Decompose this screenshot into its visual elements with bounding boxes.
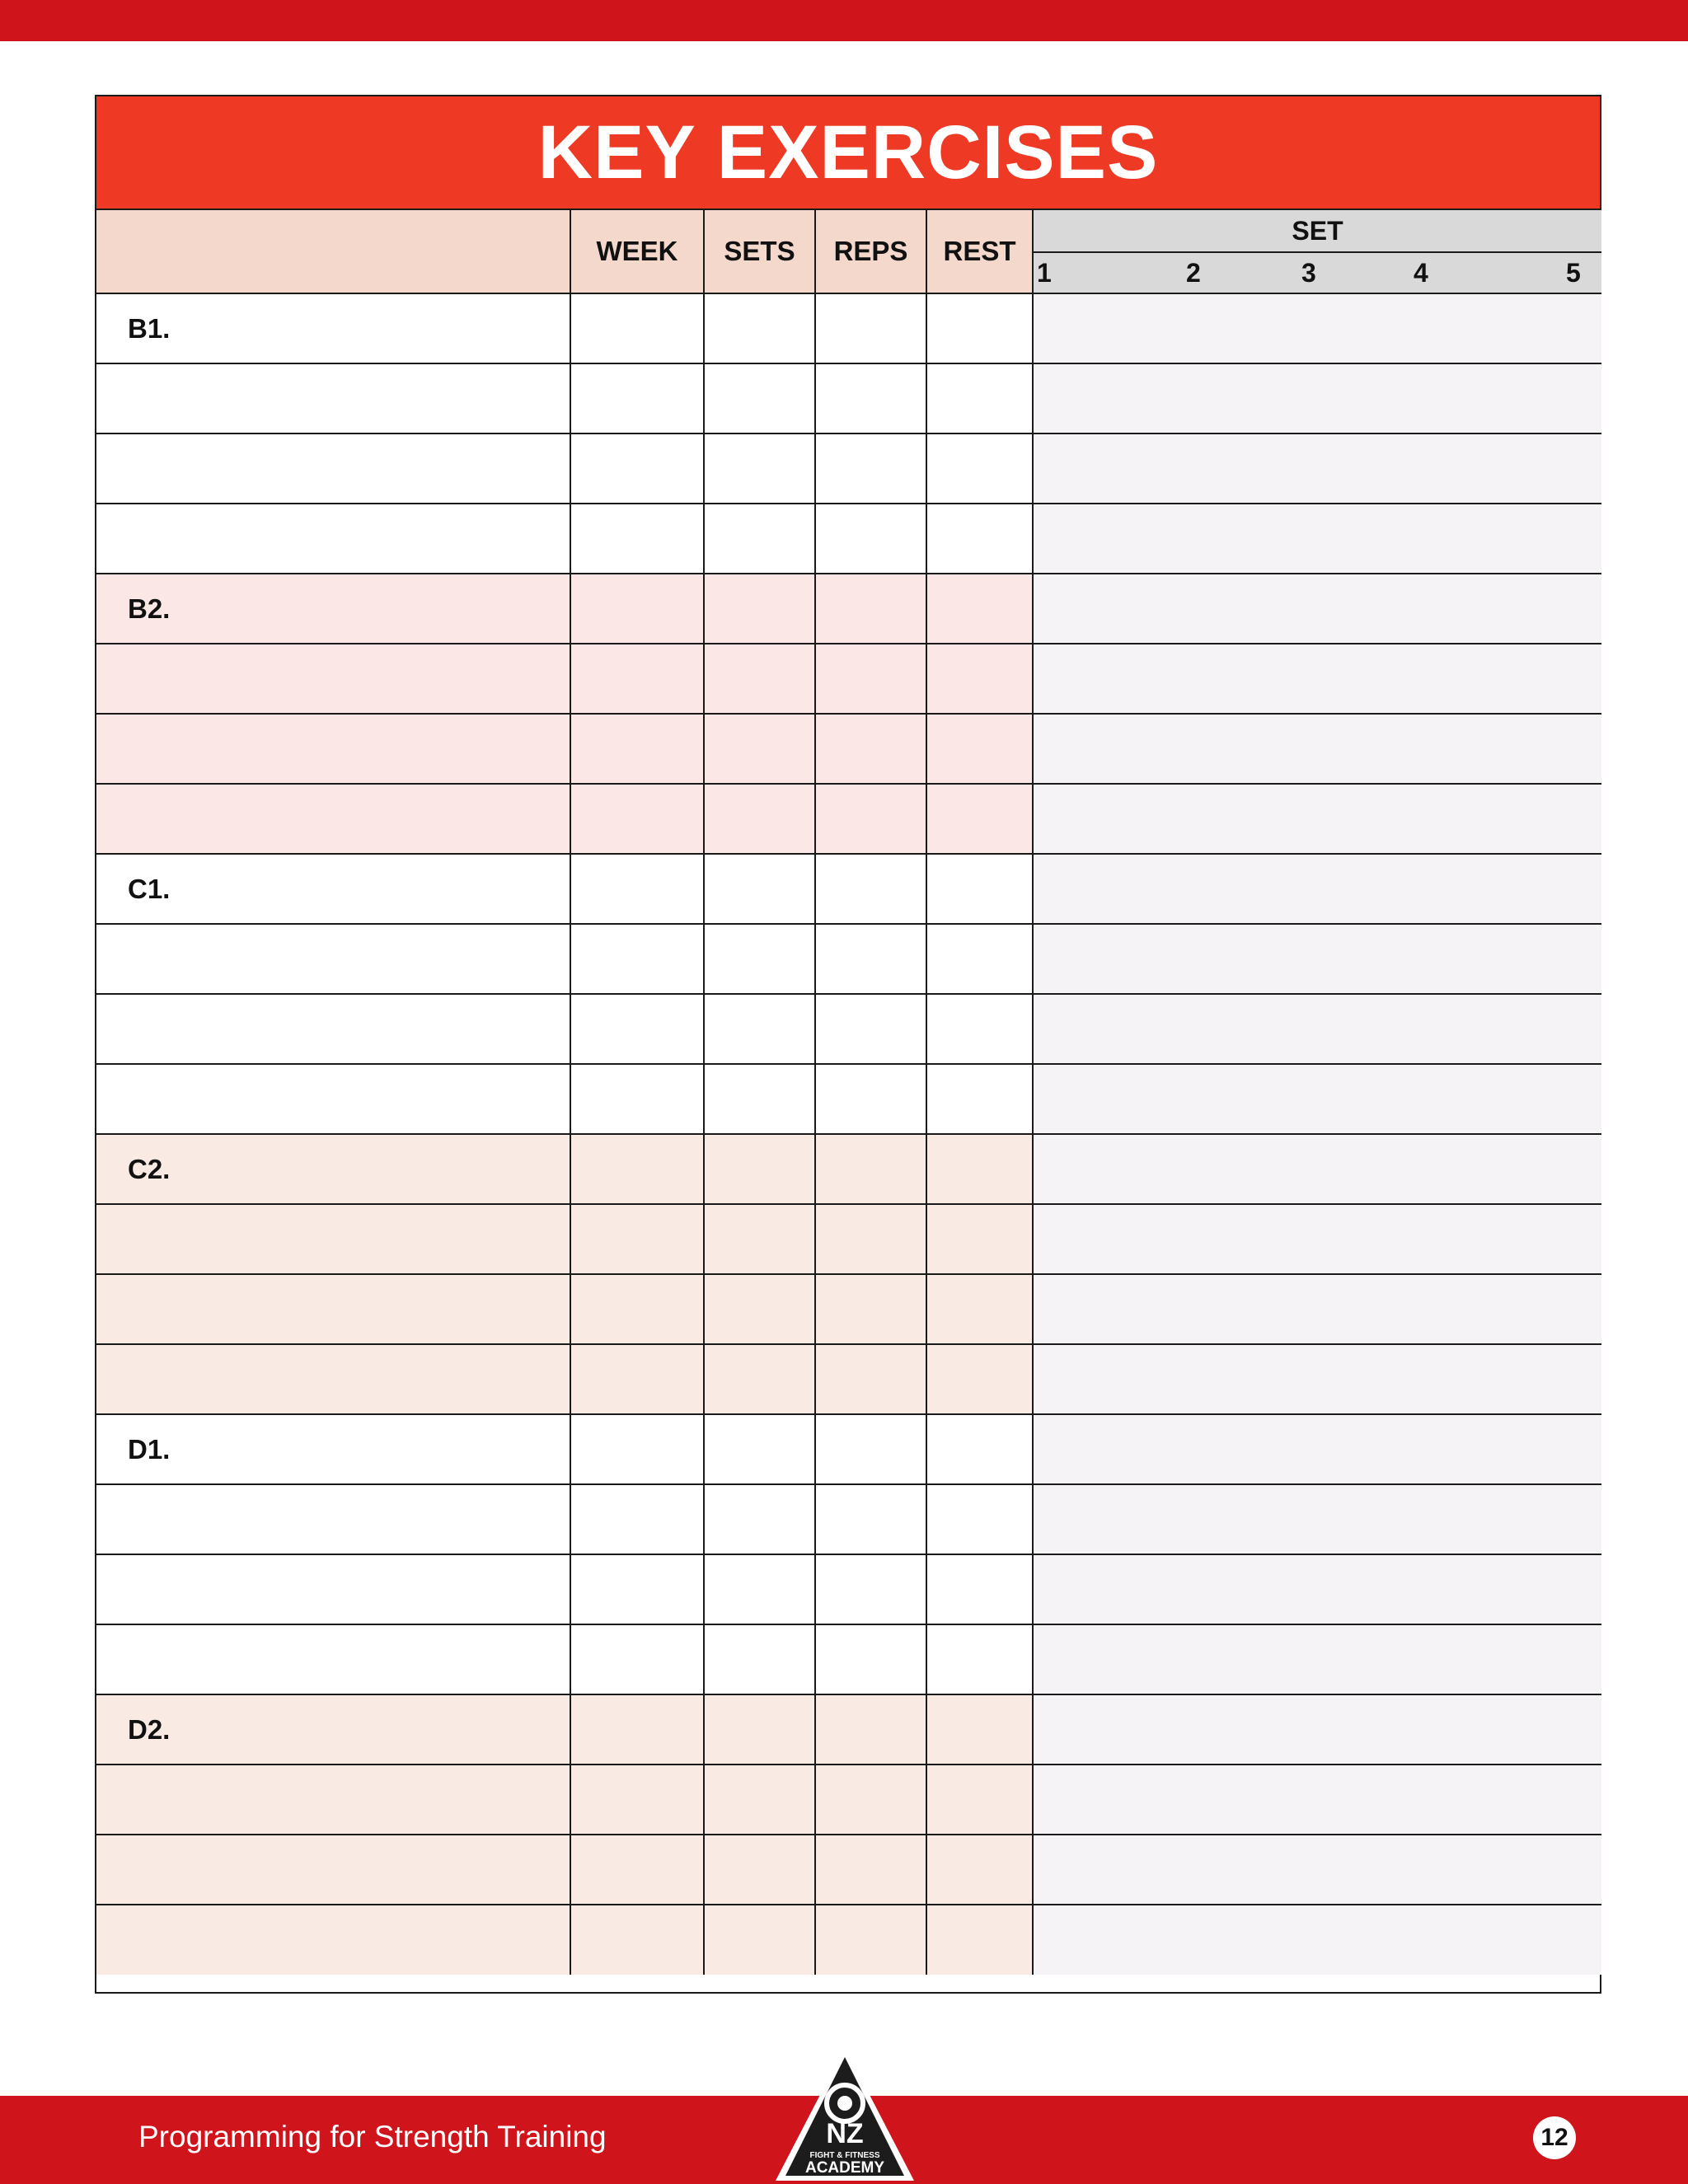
group-label: B2. xyxy=(128,593,171,624)
set-log-cell[interactable] xyxy=(1033,504,1601,574)
set-log-cell[interactable] xyxy=(1033,1694,1601,1765)
exercise-name-cell[interactable] xyxy=(96,1554,570,1624)
exercise-name-cell[interactable] xyxy=(96,1274,570,1344)
table-row xyxy=(96,644,1601,714)
reps-cell[interactable] xyxy=(815,293,926,363)
sets-cell[interactable] xyxy=(704,1554,815,1624)
table-row xyxy=(96,1344,1601,1414)
set-header xyxy=(1033,210,1601,293)
sets-header: SETS xyxy=(704,210,815,293)
set-log-cell[interactable] xyxy=(1033,1204,1601,1274)
set-log-cell[interactable] xyxy=(1033,1484,1601,1554)
table-row xyxy=(96,1134,1601,1204)
week-header: WEEK xyxy=(570,210,704,293)
set-number-4: 4 xyxy=(1414,257,1428,288)
exercise-name-cell[interactable] xyxy=(96,504,570,574)
table-row xyxy=(96,924,1601,994)
reps-cell[interactable] xyxy=(815,784,926,854)
sets-cell[interactable] xyxy=(704,784,815,854)
nz-academy-logo xyxy=(771,2044,919,2184)
sets-cell[interactable] xyxy=(704,854,815,924)
set-number-labels xyxy=(1034,253,1601,293)
sets-cell[interactable] xyxy=(704,363,815,434)
week-cell[interactable] xyxy=(570,924,704,994)
rest-cell[interactable] xyxy=(926,1554,1033,1624)
rest-cell[interactable] xyxy=(926,293,1033,363)
week-cell[interactable] xyxy=(570,1694,704,1765)
reps-cell[interactable] xyxy=(815,1064,926,1134)
exercise-table-body xyxy=(96,293,1601,1975)
set-log-cell[interactable] xyxy=(1033,363,1601,434)
group-label: B1. xyxy=(128,312,171,344)
key-exercises-sheet xyxy=(95,95,1601,1994)
week-cell[interactable] xyxy=(570,1905,704,1975)
rest-cell[interactable] xyxy=(926,1484,1033,1554)
reps-cell[interactable] xyxy=(815,504,926,574)
set-log-cell[interactable] xyxy=(1033,1274,1601,1344)
set-log-cell[interactable] xyxy=(1033,644,1601,714)
rest-cell[interactable] xyxy=(926,1204,1033,1274)
week-cell[interactable] xyxy=(570,504,704,574)
logo-letters: NZ xyxy=(826,2118,864,2149)
page-title: KEY EXERCISES xyxy=(537,110,1159,194)
table-row xyxy=(96,293,1601,363)
rest-cell[interactable] xyxy=(926,1765,1033,1835)
table-row xyxy=(96,1204,1601,1274)
exercise-name-cell[interactable] xyxy=(96,1484,570,1554)
rest-cell[interactable] xyxy=(926,434,1033,504)
page-number: 12 xyxy=(1540,2124,1568,2151)
exercise-name-cell[interactable] xyxy=(96,924,570,994)
sets-cell[interactable] xyxy=(704,994,815,1064)
top-red-bar xyxy=(0,0,1688,41)
rest-cell[interactable] xyxy=(926,574,1033,644)
sets-cell[interactable] xyxy=(704,504,815,574)
set-log-cell[interactable] xyxy=(1033,1624,1601,1694)
table-row xyxy=(96,994,1601,1064)
set-log-cell[interactable] xyxy=(1033,994,1601,1064)
week-cell[interactable] xyxy=(570,1765,704,1835)
week-cell[interactable] xyxy=(570,1624,704,1694)
rest-cell[interactable] xyxy=(926,363,1033,434)
rest-cell[interactable] xyxy=(926,1905,1033,1975)
sets-cell[interactable] xyxy=(704,924,815,994)
rest-cell[interactable] xyxy=(926,924,1033,994)
set-log-cell[interactable] xyxy=(1033,1064,1601,1134)
week-cell[interactable] xyxy=(570,434,704,504)
exercise-name-cell[interactable] xyxy=(96,1835,570,1905)
set-number-1: 1 xyxy=(1037,257,1052,288)
rest-cell[interactable] xyxy=(926,994,1033,1064)
table-row xyxy=(96,1905,1601,1975)
rest-cell[interactable] xyxy=(926,714,1033,784)
reps-cell[interactable] xyxy=(815,994,926,1064)
set-number-3: 3 xyxy=(1301,257,1316,288)
reps-cell[interactable] xyxy=(815,1344,926,1414)
table-row xyxy=(96,714,1601,784)
group-label: C1. xyxy=(128,873,171,904)
reps-cell[interactable] xyxy=(815,574,926,644)
sets-cell[interactable] xyxy=(704,574,815,644)
table-row xyxy=(96,1484,1601,1554)
exercise-name-cell[interactable] xyxy=(96,784,570,854)
logo-wordmark: ACADEMY xyxy=(804,2159,885,2177)
rest-cell[interactable] xyxy=(926,1694,1033,1765)
table-row xyxy=(96,1694,1601,1765)
reps-cell[interactable] xyxy=(815,434,926,504)
table-row xyxy=(96,1835,1601,1905)
set-log-cell[interactable] xyxy=(1033,714,1601,784)
header-row xyxy=(96,210,1601,293)
reps-cell[interactable] xyxy=(815,1835,926,1905)
exercise-name-cell[interactable] xyxy=(96,1624,570,1694)
rest-cell[interactable] xyxy=(926,644,1033,714)
exercise-name-header xyxy=(96,210,570,293)
page-number-badge xyxy=(1533,2116,1576,2159)
exercise-name-cell[interactable] xyxy=(96,644,570,714)
sets-cell[interactable] xyxy=(704,434,815,504)
set-log-cell[interactable] xyxy=(1033,924,1601,994)
set-log-cell[interactable] xyxy=(1033,1905,1601,1975)
group-label: D1. xyxy=(128,1433,171,1465)
set-log-cell[interactable] xyxy=(1033,574,1601,644)
reps-cell[interactable] xyxy=(815,1694,926,1765)
reps-cell[interactable] xyxy=(815,714,926,784)
sets-cell[interactable] xyxy=(704,1204,815,1274)
rest-cell[interactable] xyxy=(926,784,1033,854)
reps-cell[interactable] xyxy=(815,1484,926,1554)
week-cell[interactable] xyxy=(570,1274,704,1344)
sets-cell[interactable] xyxy=(704,1274,815,1344)
table-row xyxy=(96,363,1601,434)
exercise-table xyxy=(96,210,1601,1975)
reps-cell[interactable] xyxy=(815,644,926,714)
sets-cell[interactable] xyxy=(704,1344,815,1414)
exercise-name-cell[interactable] xyxy=(96,1344,570,1414)
sets-cell[interactable] xyxy=(704,1134,815,1204)
set-log-cell[interactable] xyxy=(1033,434,1601,504)
title-band xyxy=(96,96,1600,210)
reps-cell[interactable] xyxy=(815,1554,926,1624)
reps-cell[interactable] xyxy=(815,1905,926,1975)
table-row xyxy=(96,574,1601,644)
reps-cell[interactable] xyxy=(815,1624,926,1694)
rest-cell[interactable] xyxy=(926,504,1033,574)
set-group-label: SET xyxy=(1034,211,1601,253)
footer-title: Programming for Strength Training xyxy=(138,2120,607,2154)
table-row xyxy=(96,854,1601,924)
week-cell[interactable] xyxy=(570,714,704,784)
set-number-5: 5 xyxy=(1566,257,1581,288)
table-row xyxy=(96,1765,1601,1835)
reps-cell[interactable] xyxy=(815,924,926,994)
exercise-name-cell[interactable] xyxy=(96,994,570,1064)
exercise-name-cell[interactable] xyxy=(96,434,570,504)
week-cell[interactable] xyxy=(570,854,704,924)
rest-cell[interactable] xyxy=(926,1274,1033,1344)
set-log-cell[interactable] xyxy=(1033,1344,1601,1414)
set-log-cell[interactable] xyxy=(1033,1765,1601,1835)
sets-cell[interactable] xyxy=(704,1694,815,1765)
exercise-name-cell[interactable] xyxy=(96,574,570,644)
table-row xyxy=(96,1414,1601,1484)
week-cell[interactable] xyxy=(570,1414,704,1484)
set-number-2: 2 xyxy=(1186,257,1201,288)
exercise-name-cell[interactable] xyxy=(96,854,570,924)
exercise-name-cell[interactable] xyxy=(96,1905,570,1975)
sets-cell[interactable] xyxy=(704,644,815,714)
week-cell[interactable] xyxy=(570,1484,704,1554)
sets-cell[interactable] xyxy=(704,1414,815,1484)
sets-cell[interactable] xyxy=(704,293,815,363)
table-row xyxy=(96,1274,1601,1344)
week-cell[interactable] xyxy=(570,784,704,854)
week-cell[interactable] xyxy=(570,293,704,363)
rest-cell[interactable] xyxy=(926,1134,1033,1204)
reps-cell[interactable] xyxy=(815,1274,926,1344)
week-cell[interactable] xyxy=(570,363,704,434)
week-cell[interactable] xyxy=(570,1835,704,1905)
table-row xyxy=(96,1064,1601,1134)
set-log-cell[interactable] xyxy=(1033,1414,1601,1484)
reps-cell[interactable] xyxy=(815,1134,926,1204)
week-cell[interactable] xyxy=(570,644,704,714)
week-cell[interactable] xyxy=(570,1064,704,1134)
reps-cell[interactable] xyxy=(815,1765,926,1835)
sets-cell[interactable] xyxy=(704,1624,815,1694)
exercise-name-cell[interactable] xyxy=(96,293,570,363)
reps-cell[interactable] xyxy=(815,363,926,434)
sets-cell[interactable] xyxy=(704,1484,815,1554)
table-row xyxy=(96,504,1601,574)
group-label: C2. xyxy=(128,1153,171,1184)
exercise-name-cell[interactable] xyxy=(96,1414,570,1484)
exercise-name-cell[interactable] xyxy=(96,1064,570,1134)
sets-cell[interactable] xyxy=(704,1064,815,1134)
table-row xyxy=(96,1554,1601,1624)
exercise-name-cell[interactable] xyxy=(96,1694,570,1765)
week-cell[interactable] xyxy=(570,1554,704,1624)
reps-cell[interactable] xyxy=(815,854,926,924)
logo-subtitle: FIGHT & FITNESS xyxy=(809,2151,880,2160)
sets-cell[interactable] xyxy=(704,1765,815,1835)
rest-cell[interactable] xyxy=(926,1624,1033,1694)
table-row xyxy=(96,1624,1601,1694)
rest-cell[interactable] xyxy=(926,1344,1033,1414)
set-log-cell[interactable] xyxy=(1033,854,1601,924)
rest-cell[interactable] xyxy=(926,1414,1033,1484)
exercise-name-cell[interactable] xyxy=(96,1134,570,1204)
reps-cell[interactable] xyxy=(815,1414,926,1484)
rest-cell[interactable] xyxy=(926,1835,1033,1905)
sets-cell[interactable] xyxy=(704,1905,815,1975)
rest-cell[interactable] xyxy=(926,854,1033,924)
table-row xyxy=(96,434,1601,504)
exercise-name-cell[interactable] xyxy=(96,714,570,784)
sets-cell[interactable] xyxy=(704,714,815,784)
sets-cell[interactable] xyxy=(704,1835,815,1905)
week-cell[interactable] xyxy=(570,574,704,644)
rest-cell[interactable] xyxy=(926,1064,1033,1134)
exercise-name-cell[interactable] xyxy=(96,1765,570,1835)
set-log-cell[interactable] xyxy=(1033,784,1601,854)
exercise-name-cell[interactable] xyxy=(96,1204,570,1274)
reps-header: REPS xyxy=(815,210,926,293)
set-log-cell[interactable] xyxy=(1033,1835,1601,1905)
reps-cell[interactable] xyxy=(815,1204,926,1274)
week-cell[interactable] xyxy=(570,994,704,1064)
rest-header: REST xyxy=(926,210,1033,293)
table-row xyxy=(96,784,1601,854)
week-cell[interactable] xyxy=(570,1134,704,1204)
exercise-name-cell[interactable] xyxy=(96,363,570,434)
set-log-cell[interactable] xyxy=(1033,1554,1601,1624)
week-cell[interactable] xyxy=(570,1344,704,1414)
set-log-cell[interactable] xyxy=(1033,1134,1601,1204)
week-cell[interactable] xyxy=(570,1204,704,1274)
group-label: D2. xyxy=(128,1713,171,1745)
set-log-cell[interactable] xyxy=(1033,293,1601,363)
